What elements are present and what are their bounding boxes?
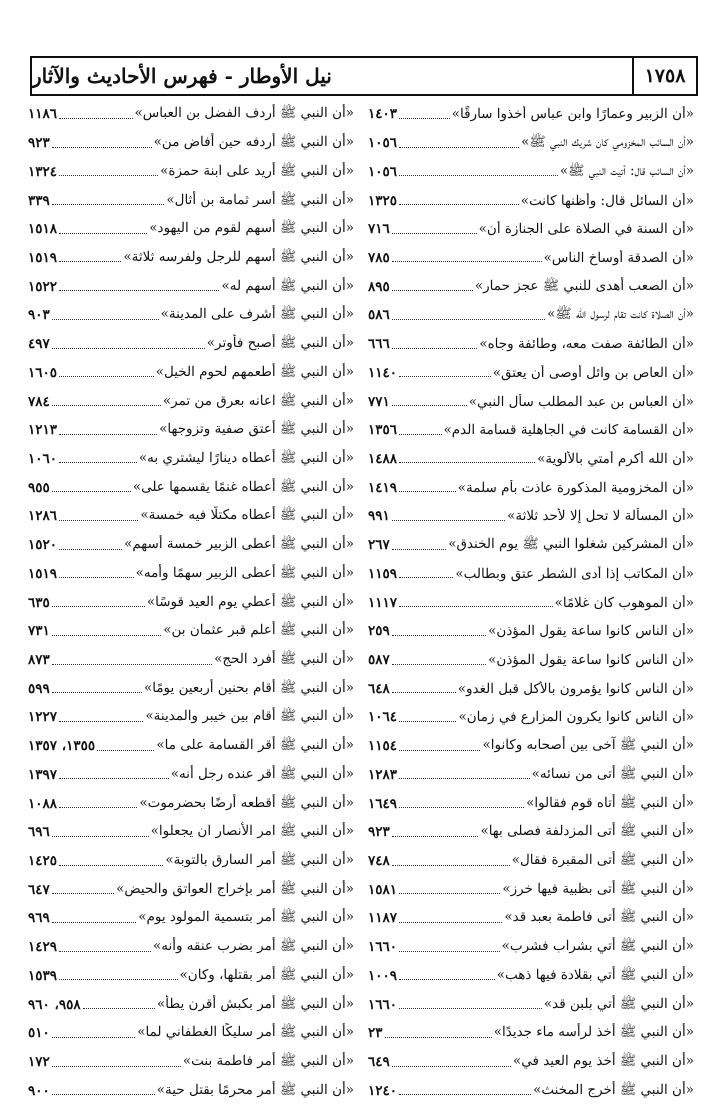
dot-leader [59, 462, 137, 463]
entry-text: «أن النبي ﷺ أعطى الزبير سهمًا وأمه» [135, 564, 354, 581]
dot-leader [392, 836, 479, 837]
entry-text: «أن النبي ﷺ أعطي يوم العيد قوسًا» [146, 593, 354, 610]
left-column [28, 100, 354, 1105]
index-entry [28, 646, 354, 675]
index-entry [28, 531, 354, 560]
index-entry [28, 847, 354, 876]
dot-leader [59, 951, 151, 952]
entry-page-number: ٥١٠ [28, 1025, 50, 1042]
entry-text: «أن النبي ﷺ أطعمهم لحوم الخيل» [155, 363, 354, 380]
entry-text: «أن النبي ﷺ أتى فاطمة بعبد قد» [504, 909, 694, 926]
index-entry [28, 560, 354, 589]
index-entry [368, 330, 694, 359]
dot-leader [59, 233, 147, 234]
index-entry [28, 445, 354, 474]
dot-leader [399, 1094, 531, 1095]
entry-text: «أن النبي ﷺ أريد على ابنة حمزة» [160, 162, 354, 179]
dot-leader [52, 204, 165, 205]
dot-leader [399, 721, 456, 722]
entry-text: «أن النبي ﷺ أمر بإخراج العواتق والحيض» [116, 880, 354, 897]
index-entry [368, 186, 694, 215]
dot-leader [392, 319, 545, 320]
index-entry [368, 531, 694, 560]
entry-text: «أن النبي ﷺ أمر بتسمية المولود يوم» [138, 909, 354, 926]
entry-page-number: ١٠٥٦ [368, 135, 398, 152]
entry-text: «أن الصدقة أوساخ الناس» [543, 249, 694, 266]
index-entry [28, 100, 354, 129]
entry-text: «أن السنة في الصلاة على الجنازة أن» [478, 221, 694, 238]
entry-page-number: ١٢٤٠ [368, 1082, 398, 1099]
entry-text: «أن الناس كانوا ساعة يقول المؤذن» [488, 652, 694, 669]
index-entry [28, 732, 354, 761]
entry-page-number: ١٢٢٧ [28, 709, 58, 726]
entry-page-number: ٦٣٥ [28, 594, 50, 611]
index-entry [368, 445, 694, 474]
dot-leader [399, 147, 519, 148]
entry-page-number: ١٣٢٥ [368, 192, 398, 209]
entry-page-number: ٦٦٦ [368, 336, 390, 353]
entry-page-number: ٥٨٧ [368, 652, 390, 669]
entry-page-number: ١٤١٩ [368, 479, 398, 496]
dot-leader [52, 664, 212, 665]
entry-page-number: ٢٣ [368, 1025, 383, 1042]
index-entry [28, 588, 354, 617]
entry-text: «أن القسامة كانت في الجاهلية قسامة الدم» [443, 422, 694, 439]
dot-leader [59, 520, 138, 521]
entry-text: «أن النبي ﷺ أعطاه غنمًا يقسمها على» [132, 478, 354, 495]
entry-page-number: ٨٩٥ [368, 278, 390, 295]
entry-page-number: ١٠٨٨ [28, 795, 58, 812]
entry-text: «أن النبي ﷺ أسر ثمامة بن أثال» [166, 191, 354, 208]
dot-leader [399, 750, 480, 751]
dot-leader [59, 175, 158, 176]
index-entry [28, 789, 354, 818]
dot-leader [52, 147, 152, 148]
entry-text: «أن النبي ﷺ أعطى الزبير خمسة أسهم» [124, 536, 354, 553]
index-entry [368, 244, 694, 273]
index-entry [28, 933, 354, 962]
entry-page-number: ١٠٠٩ [368, 967, 398, 984]
index-entry [28, 1019, 354, 1048]
index-entry [28, 674, 354, 703]
entry-page-number: ٢٦٧ [368, 537, 390, 554]
entry-text: «أن النبي ﷺ أخذ لرأسه ماء جديدًا» [493, 1024, 694, 1041]
entry-text: «أن المشركين شغلوا النبي ﷺ يوم الخندق» [448, 536, 694, 553]
dot-leader [399, 462, 535, 463]
index-entry [368, 502, 694, 531]
dot-leader [399, 951, 500, 952]
entry-text: «أن النبي ﷺ أتي بشراب فشرب» [501, 938, 694, 955]
index-entry [368, 416, 694, 445]
dot-leader [52, 491, 131, 492]
entry-page-number: ١٣٥٦ [368, 422, 398, 439]
dot-leader [399, 175, 558, 176]
index-entry [368, 1019, 694, 1048]
entry-text: «أن المكاتب إذا أدى الشطر عتق وبطالب» [455, 565, 694, 582]
entry-text: «أن النبي ﷺ أتى المقبرة فقال» [511, 852, 694, 869]
index-entry [368, 560, 694, 589]
index-entry [368, 703, 694, 732]
index-entry [368, 674, 694, 703]
entry-text: «أن المسألة لا تحل إلا لأحد ثلاثة» [507, 508, 694, 525]
page-title: نيل الأوطار - فهرس الأحاديث والآثار [32, 64, 332, 88]
entry-text: «أن النبي ﷺ أسهم للرجل ولفرسه ثلاثة» [123, 248, 354, 265]
entry-text: «أن الله أكرم أمتي بالألوية» [537, 450, 694, 467]
entry-text: «أن النبي ﷺ أمر فاطمة بنت» [182, 1053, 354, 1070]
dot-leader [392, 290, 473, 291]
index-entry [28, 416, 354, 445]
dot-leader [399, 922, 502, 923]
entry-text: «أن النبي ﷺ أمر محرمًا بقتل حية» [156, 1081, 354, 1098]
index-entry [368, 301, 694, 330]
entry-page-number: ١٢٨٣ [368, 766, 398, 783]
entry-text: «أن النبي ﷺ أمر السارق بالتوبة» [165, 852, 354, 869]
entry-page-number: ٦٤٧ [28, 881, 50, 898]
entry-page-number: ٧٧١ [368, 393, 390, 410]
index-entry [28, 502, 354, 531]
index-entry [368, 1076, 694, 1105]
index-entry [28, 387, 354, 416]
entry-text: «أن النبي ﷺ أتي بلبن قد» [543, 995, 694, 1012]
entry-page-number: ١١٥٤ [368, 738, 398, 755]
entry-text: «أن العاص بن وائل أوصى أن يعتق» [492, 364, 694, 381]
entry-page-number: ١١١٧ [368, 594, 398, 611]
entry-text: «أن النبي ﷺ اعانه بعرق من تمر» [162, 392, 354, 409]
entry-text: «أن السائل قال: وأظنها كانت» [520, 192, 694, 209]
entry-text: «أن النبي ﷺ أخرج المخنث» [533, 1081, 694, 1098]
dot-leader [399, 606, 553, 607]
index-entry [368, 818, 694, 847]
index-entry [28, 157, 354, 186]
entry-page-number: ١٣٩٧ [28, 766, 58, 783]
dot-leader [392, 348, 478, 349]
dot-leader [52, 319, 159, 320]
dot-leader [392, 1066, 511, 1067]
entry-page-number: ٣٣٩ [28, 192, 50, 209]
index-entry [368, 129, 694, 158]
index-entry [28, 330, 354, 359]
index-entry [368, 962, 694, 991]
entry-text: «أن الطائفة صفت معه، وطائفة وجاه» [479, 336, 694, 353]
entry-text: «أن المخزومية المذكورة عاذت بأم سلمة» [457, 479, 694, 496]
dot-leader [392, 405, 467, 406]
entry-text: «أن الصلاة كانت تقام لرسول الله ﷺ» [547, 306, 694, 323]
dot-leader [52, 405, 161, 406]
entry-text: «أن النبي ﷺ أقر القسامة على ما» [156, 737, 354, 754]
entry-page-number: ٤٩٧ [28, 336, 50, 353]
entry-text: «أن النبي ﷺ أصبح فأوتر» [206, 335, 354, 352]
entry-page-number: ٩٦٩ [28, 910, 50, 927]
dot-leader [399, 118, 450, 119]
entry-page-number: ١٠٦٠ [28, 450, 58, 467]
entry-page-number: ١٥٢٠ [28, 537, 58, 554]
entry-page-number: ٧٤٨ [368, 853, 390, 870]
index-entry [368, 215, 694, 244]
dot-leader [392, 664, 486, 665]
entry-text: «أن النبي ﷺ أعلم قبر عثمان بن» [163, 622, 354, 639]
dot-leader [59, 118, 133, 119]
entry-text: «أن الزبير وعمارًا وابن عباس أخذوا سارقًا» [451, 106, 694, 123]
entry-page-number: ١٥٣٩ [28, 967, 58, 984]
dot-leader [59, 778, 169, 779]
right-column [368, 100, 694, 1105]
entry-text: «أن النبي ﷺ أقام بحنين أربعين يومًا» [143, 679, 354, 696]
index-entry [28, 358, 354, 387]
entry-text: «أن النبي ﷺ أخذ يوم العيد في» [512, 1053, 694, 1070]
index-entry [368, 617, 694, 646]
index-entry [368, 789, 694, 818]
dot-leader [52, 1037, 135, 1038]
index-entry [368, 157, 694, 186]
entry-page-number: ١٥١٨ [28, 221, 58, 238]
index-entry [28, 129, 354, 158]
entry-text: «أن النبي ﷺ أقطعه أرضًا بحضرموت» [139, 794, 354, 811]
entry-page-number: ٩٥٥ [28, 479, 50, 496]
index-entry [368, 732, 694, 761]
entry-page-number: ١٥١٩ [28, 249, 58, 266]
index-entry [368, 904, 694, 933]
entry-page-number: ٩٩١ [368, 508, 390, 525]
dot-leader [399, 491, 456, 492]
entry-page-number: ١٢١٣ [28, 422, 58, 439]
dot-leader [399, 979, 495, 980]
dot-leader [59, 807, 137, 808]
entry-text: «أن الناس كانوا ساعة يقول المؤذن» [488, 623, 694, 640]
entry-page-number: ٩٥٨، ٩٦٠ [28, 996, 81, 1013]
entry-page-number: ٦٤٩ [368, 1054, 390, 1071]
entry-page-number: ٩٢٣ [28, 135, 50, 152]
dot-leader [52, 893, 114, 894]
entry-text: «أن النبي ﷺ أفرد الحج» [214, 651, 354, 668]
dot-leader [59, 865, 163, 866]
entry-text: «أن السائب قال: أتيت النبي ﷺ» [559, 162, 694, 179]
entry-text: «أن النبي ﷺ أمر بضرب عنقه وأنه» [152, 938, 354, 955]
page-number: ١٧٥٨ [632, 58, 696, 94]
index-entry [28, 818, 354, 847]
entry-text: «أن النبي ﷺ أشرف على المدينة» [160, 306, 354, 323]
entry-text: «أن النبي ﷺ أردفه حين أفاض من» [153, 134, 354, 151]
entry-page-number: ٩٢٣ [368, 824, 390, 841]
index-entry [28, 703, 354, 732]
entry-page-number: ١١٥٩ [368, 565, 398, 582]
entry-page-number: ٧٨٤ [28, 393, 50, 410]
dot-leader [97, 750, 154, 751]
entry-text: «أن النبي ﷺ أسهم له» [221, 277, 354, 294]
entry-text: «أن النبي ﷺ أقام بين خيبر والمدينة» [145, 708, 354, 725]
entry-text: «أن النبي ﷺ أتى المزدلفة فصلى بها» [480, 823, 694, 840]
entry-text: «أن النبي ﷺ أعتق صفية وتزوجها» [159, 421, 354, 438]
index-entry [368, 1048, 694, 1077]
entry-page-number: ١٦٦٠ [368, 996, 398, 1013]
entry-page-number: ٥٩٩ [28, 680, 50, 697]
entry-text: «أن النبي ﷺ أتى من نسائه» [531, 765, 694, 782]
entry-text: «أن النبي ﷺ أتاه قوم فقالوا» [526, 794, 694, 811]
dot-leader [52, 836, 149, 837]
entry-page-number: ٧١٦ [368, 221, 390, 238]
dot-leader [392, 635, 486, 636]
entry-page-number: ١٥٨١ [368, 881, 398, 898]
dot-leader [392, 865, 510, 866]
entry-text: «أن النبي ﷺ أمر بقتلها، وكان» [179, 966, 354, 983]
entry-page-number: ٦٤٨ [368, 680, 390, 697]
entry-page-number: ٥٨٦ [368, 307, 390, 324]
entry-page-number: ١٣٢٤ [28, 163, 58, 180]
entry-page-number: ١٧٢ [28, 1054, 50, 1071]
page-header [30, 56, 698, 96]
entry-text: «أن النبي ﷺ أعطاه مكتلًا فيه خمسة» [140, 507, 354, 524]
dot-leader [392, 261, 542, 262]
entry-text: «أن النبي ﷺ أعطاه دينارًا ليشتري به» [138, 449, 354, 466]
dot-leader [399, 1008, 542, 1009]
index-entry [28, 962, 354, 991]
dot-leader [392, 549, 446, 550]
entry-text: «أن النبي ﷺ آخى بين أصحابه وكانوا» [482, 737, 694, 754]
entry-page-number: ١٤٨٨ [368, 450, 398, 467]
entry-page-number: ١١٨٧ [368, 910, 398, 927]
index-entry [28, 617, 354, 646]
entry-page-number: ١٥٢٢ [28, 278, 58, 295]
index-entry [28, 301, 354, 330]
index-entry [368, 847, 694, 876]
dot-leader [52, 348, 205, 349]
dot-leader [59, 577, 134, 578]
index-entry [28, 761, 354, 790]
dot-leader [399, 204, 519, 205]
dot-leader [52, 606, 145, 607]
index-entry [368, 473, 694, 502]
entry-page-number: ١٥١٩ [28, 565, 58, 582]
index-entry [368, 933, 694, 962]
index-entry [368, 761, 694, 790]
index-entry [368, 990, 694, 1019]
entry-page-number: ١١٨٦ [28, 106, 58, 123]
index-columns [28, 100, 694, 1105]
entry-text: «أن العباس بن عبد المطلب سأل النبي» [468, 393, 694, 410]
dot-leader [392, 520, 505, 521]
dot-leader [399, 778, 530, 779]
entry-text: «أن النبي ﷺ أمر سليكًا الغطفاني لما» [137, 1024, 354, 1041]
dot-leader [52, 635, 162, 636]
entry-page-number: ٧٨٥ [368, 249, 390, 266]
index-entry [28, 904, 354, 933]
entry-page-number: ٩٠٠ [28, 1082, 50, 1099]
dot-leader [59, 290, 219, 291]
entry-page-number: ١٠٥٦ [368, 163, 398, 180]
entry-page-number: ٢٥٩ [368, 623, 390, 640]
dot-leader [399, 807, 524, 808]
index-entry [28, 215, 354, 244]
entry-page-number: ٩٠٣ [28, 307, 50, 324]
entry-text: «أن النبي ﷺ أتي بقلادة فيها ذهب» [496, 966, 694, 983]
index-entry [28, 244, 354, 273]
entry-text: «أن السائب المخزومي كان شريك النبي ﷺ» [521, 134, 694, 151]
dot-leader [52, 1094, 155, 1095]
dot-leader [59, 979, 178, 980]
entry-text: «أن الموهوب كان غلامًا» [554, 594, 694, 611]
dot-leader [52, 692, 142, 693]
entry-text: «أن النبي ﷺ أسهم لقوم من اليهود» [149, 220, 354, 237]
dot-leader [83, 1008, 155, 1009]
index-entry [368, 646, 694, 675]
entry-page-number: ١٤٢٩ [28, 939, 58, 956]
index-entry [28, 990, 354, 1019]
index-entry [368, 272, 694, 301]
entry-page-number: ١٦٤٩ [368, 795, 398, 812]
index-entry [28, 1076, 354, 1105]
dot-leader [59, 721, 143, 722]
entry-page-number: ١٣٥٥، ١٣٥٧ [28, 738, 96, 755]
entry-text: «أن الناس كانوا يكرون المزارع في زمان» [458, 709, 694, 726]
dot-leader [399, 893, 500, 894]
dot-leader [392, 692, 456, 693]
entry-text: «أن النبي ﷺ أمر بكبش أقرن يطأ» [157, 995, 354, 1012]
entry-text: «أن النبي ﷺ أتى بظبية فيها خرز» [502, 880, 694, 897]
entry-page-number: ٨٧٣ [28, 652, 50, 669]
entry-text: «أن الصعب أهدى للنبي ﷺ عجز حمار» [474, 277, 694, 294]
entry-page-number: ١٢٨٦ [28, 508, 58, 525]
dot-leader [59, 549, 122, 550]
entry-text: «أن النبي ﷺ أردف الفضل بن العباس» [134, 105, 354, 122]
dot-leader [59, 376, 154, 377]
dot-leader [59, 434, 157, 435]
dot-leader [399, 376, 491, 377]
entry-page-number: ١٦٦٠ [368, 939, 398, 956]
dot-leader [399, 434, 441, 435]
entry-page-number: ١١٤٠ [368, 364, 398, 381]
dot-leader [385, 1037, 492, 1038]
entry-page-number: ٧٣١ [28, 623, 50, 640]
index-entry [368, 358, 694, 387]
entry-page-number: ٦٩٦ [28, 824, 50, 841]
index-entry [368, 875, 694, 904]
dot-leader [392, 233, 477, 234]
entry-text: «أن الناس كانوا يؤمرون بالأكل قبل الغدو» [457, 680, 694, 697]
dot-leader [399, 577, 453, 578]
index-entry [28, 1048, 354, 1077]
index-entry [28, 875, 354, 904]
dot-leader [59, 261, 121, 262]
index-entry [28, 473, 354, 502]
dot-leader [52, 922, 136, 923]
entry-text: «أن النبي ﷺ أقر عنده رجل أنه» [170, 765, 354, 782]
entry-page-number: ١٤٢٥ [28, 853, 58, 870]
index-entry [368, 100, 694, 129]
dot-leader [52, 1066, 181, 1067]
index-entry [368, 387, 694, 416]
index-entry [28, 186, 354, 215]
entry-page-number: ١٦٠٥ [28, 364, 58, 381]
entry-page-number: ١٤٠٣ [368, 106, 398, 123]
entry-page-number: ١٠٦٤ [368, 709, 398, 726]
index-entry [28, 272, 354, 301]
entry-text: «أن النبي ﷺ امر الأنصار ان يجعلوا» [150, 823, 354, 840]
index-entry [368, 588, 694, 617]
